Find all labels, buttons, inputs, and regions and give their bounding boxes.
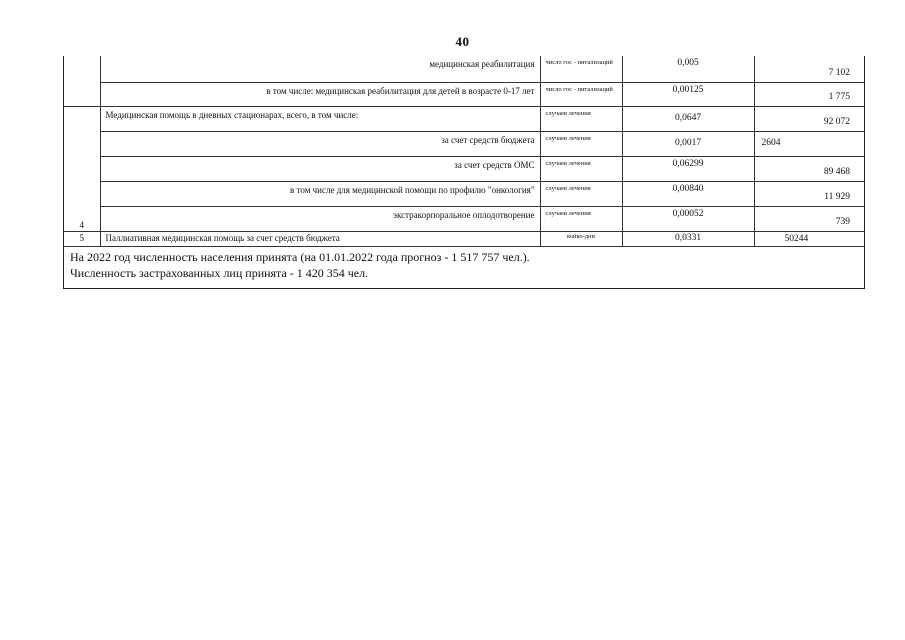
row-name-cell: медицинская реабилитация <box>100 56 540 82</box>
row-norm-cell: 0,005 <box>622 56 754 82</box>
row-name-cell: за счет средств ОМС <box>100 156 540 181</box>
row-norm-cell: 0,0647 <box>622 106 754 131</box>
row-norm-cell: 0,00840 <box>622 181 754 206</box>
document-table-block <box>63 56 865 289</box>
row-number-cell <box>64 56 100 106</box>
row-norm-cell: 0,00125 <box>622 82 754 106</box>
row-value-cell: 89 468 <box>754 156 864 181</box>
row-name-cell: Паллиативная медицинская помощь за счет средств бюджета <box>100 231 540 246</box>
row-unit-cell: число гос - питализаций <box>540 82 622 106</box>
row-name-cell: за счет средств бюджета <box>100 131 540 156</box>
notes-block <box>70 249 530 281</box>
population-note: На 2022 год численность населения принята (на 01.01.2022 года прогноз - 1 517 757 чел.). <box>70 250 530 264</box>
medical-care-norms-table <box>64 56 864 247</box>
page-number: 40 <box>455 34 470 49</box>
row-unit-cell: койко-дни <box>540 231 622 246</box>
row-value-cell: 1 775 <box>754 82 864 106</box>
row-unit-cell: случаев лечения <box>540 206 622 231</box>
row-value-cell: 11 929 <box>754 181 864 206</box>
row-value-cell: 50244 <box>754 231 864 246</box>
row-value-cell: 739 <box>754 206 864 231</box>
row-value-cell: 92 072 <box>754 106 864 131</box>
row-norm-cell: 0,0331 <box>622 231 754 246</box>
row-value-cell: 2604 <box>754 131 864 156</box>
row-norm-cell: 0,00052 <box>622 206 754 231</box>
row-number-cell: 4 <box>64 106 100 231</box>
row-name-cell: в том числе: медицинская реабилитация для детей в возрасте 0-17 лет <box>100 82 540 106</box>
row-unit-cell: случаев лечения <box>540 181 622 206</box>
row-norm-cell: 0,0017 <box>622 131 754 156</box>
row-unit-cell: случаев лечения <box>540 156 622 181</box>
table-row <box>64 106 864 131</box>
row-value-cell: 7 102 <box>754 56 864 82</box>
table-row <box>64 131 864 156</box>
row-number-cell: 5 <box>64 231 100 246</box>
row-name-cell: в том числе для медицинской помощи по профилю "онкология" <box>100 181 540 206</box>
table-row <box>64 156 864 181</box>
row-unit-cell: случаев лечения <box>540 131 622 156</box>
row-name-cell: экстракорпоральное оплодотворение <box>100 206 540 231</box>
insured-note: Численность застрахованных лиц принята - 1 420 354 чел. <box>70 266 369 280</box>
row-norm-cell: 0,06299 <box>622 156 754 181</box>
table-row <box>64 56 864 82</box>
table-row <box>64 231 864 246</box>
row-name-cell: Медицинская помощь в дневных стационарах, всего, в том числе: <box>100 106 540 131</box>
table-row <box>64 82 864 106</box>
table-row <box>64 206 864 231</box>
row-unit-cell: случаев лечения <box>540 106 622 131</box>
row-unit-cell: число гос - питализаций <box>540 56 622 82</box>
table-row <box>64 181 864 206</box>
